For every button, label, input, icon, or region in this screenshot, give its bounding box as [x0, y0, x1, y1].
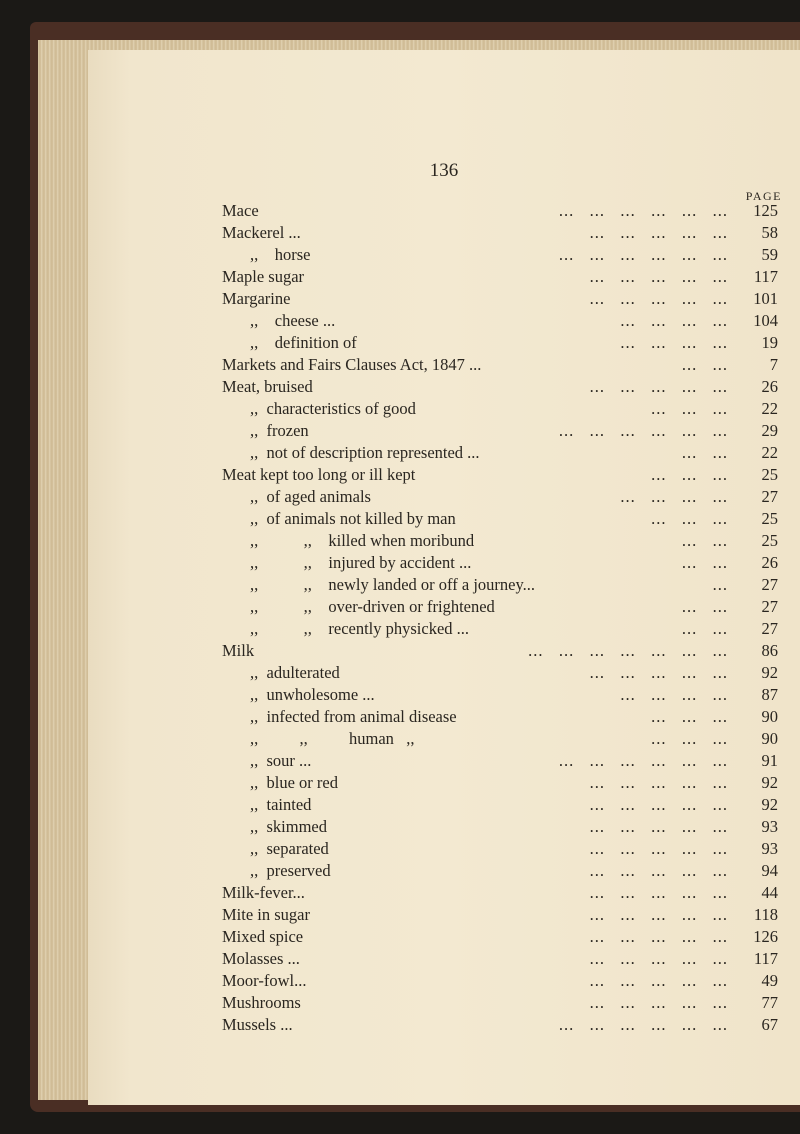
entry-page-number: 94 [761, 861, 778, 880]
entry-label: Mackerel ... [222, 223, 301, 242]
entry-label: ,, ,, recently physicked ... [250, 619, 470, 638]
entry-leader-dots: ... ... ... ... ... [589, 289, 728, 308]
entry-leader-dots: ... ... ... ... ... [589, 817, 728, 836]
entry-page-number: 87 [761, 685, 778, 704]
entry-leader-dots: ... ... ... ... ... [589, 993, 728, 1012]
entry-page-number: 22 [761, 443, 778, 462]
entry-leader-dots: ... ... ... [651, 399, 728, 418]
entry-label: ,, frozen [250, 421, 309, 440]
entry-label: ,, preserved [250, 861, 331, 880]
entry-leader-dots: ... ... [681, 443, 728, 462]
entry-page-number: 27 [761, 619, 778, 638]
index-entry [222, 794, 778, 816]
index-entry [222, 662, 778, 684]
page-column-label: PAGE [745, 189, 782, 203]
entry-page-number: 25 [761, 465, 778, 484]
index-entry [222, 860, 778, 882]
entry-page-number: 117 [753, 267, 778, 286]
index-entry [222, 266, 778, 288]
entry-label: ,, infected from animal disease [250, 707, 457, 726]
index-entry [222, 552, 778, 574]
index-entry [222, 948, 778, 970]
entry-leader-dots: ... ... ... [651, 465, 728, 484]
index-entry [222, 376, 778, 398]
entry-label: ,, tainted [250, 795, 312, 814]
entry-page-number: 25 [761, 509, 778, 528]
entry-label: Molasses ... [222, 949, 300, 968]
entry-leader-dots: ... ... [681, 531, 728, 550]
index-entry [222, 838, 778, 860]
entry-leader-dots: ... ... ... ... ... ... [558, 201, 728, 220]
entry-label: ,, of animals not killed by man [250, 509, 456, 528]
entry-label: Margarine [222, 289, 291, 308]
index-entry [222, 684, 778, 706]
entry-label: ,, cheese ... [250, 311, 336, 330]
entry-leader-dots: ... ... [681, 553, 728, 572]
entry-label: ,, sour ... [250, 751, 312, 770]
entry-leader-dots: ... ... ... ... ... ... [558, 245, 728, 264]
index-entry [222, 1014, 778, 1036]
entry-page-number: 92 [761, 773, 778, 792]
entry-leader-dots: ... ... ... ... ... ... [558, 1015, 728, 1034]
entry-leader-dots: ... ... ... ... ... [589, 949, 728, 968]
entry-leader-dots: ... ... ... ... ... ... ... [528, 641, 728, 660]
entry-label: ,, ,, newly landed or off a journey... [250, 575, 536, 594]
entry-page-number: 92 [761, 795, 778, 814]
index-entry [222, 904, 778, 926]
entry-leader-dots: ... ... ... ... ... [589, 861, 728, 880]
page-number: 136 [429, 160, 459, 181]
entry-page-number: 22 [761, 399, 778, 418]
index-entry [222, 728, 778, 750]
index-entry [222, 772, 778, 794]
entry-page-number: 44 [761, 883, 778, 902]
entry-page-number: 91 [761, 751, 778, 770]
index-entries [222, 200, 778, 1036]
index-entry [222, 310, 778, 332]
entry-leader-dots: ... ... ... ... [620, 487, 728, 506]
index-entry [222, 706, 778, 728]
entry-page-number: 27 [761, 487, 778, 506]
entry-leader-dots: ... ... ... [651, 707, 728, 726]
entry-leader-dots: ... ... ... ... ... [589, 267, 728, 286]
entry-leader-dots: ... ... ... ... ... [589, 905, 728, 924]
index-entry [222, 596, 778, 618]
index-entry [222, 816, 778, 838]
entry-page-number: 90 [761, 729, 778, 748]
index-entry [222, 486, 778, 508]
entry-page-number: 27 [761, 597, 778, 616]
entry-label: Maple sugar [222, 267, 305, 286]
index-entry [222, 464, 778, 486]
index-entry [222, 926, 778, 948]
index-entry [222, 200, 778, 222]
entry-label: Milk [222, 641, 255, 660]
entry-leader-dots: ... ... ... ... ... ... [558, 751, 728, 770]
entry-leader-dots: ... ... ... [651, 509, 728, 528]
entry-page-number: 58 [761, 223, 778, 242]
entry-page-number: 27 [761, 575, 778, 594]
entry-page-number: 77 [761, 993, 778, 1012]
index-entry [222, 288, 778, 310]
index-entry [222, 244, 778, 266]
entry-leader-dots: ... ... ... ... ... [589, 223, 728, 242]
index-entry [222, 222, 778, 244]
entry-page-number: 19 [761, 333, 778, 352]
index-entry [222, 970, 778, 992]
index-entry [222, 618, 778, 640]
entry-page-number: 67 [761, 1015, 778, 1034]
entry-leader-dots: ... ... [681, 355, 728, 374]
index-entry [222, 750, 778, 772]
entry-leader-dots: ... ... ... ... ... [589, 773, 728, 792]
entry-page-number: 118 [753, 905, 778, 924]
entry-page-number: 25 [761, 531, 778, 550]
entry-leader-dots: ... ... ... ... [620, 333, 728, 352]
entry-page-number: 125 [753, 201, 778, 220]
entry-page-number: 49 [761, 971, 778, 990]
entry-label: ,, adulterated [250, 663, 340, 682]
entry-label: Moor-fowl... [222, 971, 307, 990]
entry-leader-dots: ... ... ... ... [620, 311, 728, 330]
entry-label: ,, ,, human ,, [250, 729, 415, 748]
entry-page-number: 90 [761, 707, 778, 726]
entry-label: ,, not of description represented ... [250, 443, 480, 462]
entry-leader-dots: ... ... ... ... ... [589, 839, 728, 858]
entry-label: ,, definition of [250, 333, 357, 352]
entry-label: ,, blue or red [250, 773, 338, 792]
entry-leader-dots: ... ... ... ... ... [589, 795, 728, 814]
entry-label: ,, horse [250, 245, 311, 264]
entry-leader-dots: ... ... ... ... ... [589, 971, 728, 990]
entry-label: ,, skimmed [250, 817, 327, 836]
index-entry [222, 992, 778, 1014]
entry-leader-dots: ... ... ... [651, 729, 728, 748]
entry-page-number: 86 [761, 641, 778, 660]
index-entry [222, 332, 778, 354]
entry-page-number: 93 [761, 817, 778, 836]
index-entry [222, 640, 778, 662]
entry-leader-dots: ... ... ... ... ... ... [558, 421, 728, 440]
entry-label: ,, of aged animals [250, 487, 371, 506]
entry-label: ,, unwholesome ... [250, 685, 375, 704]
entry-leader-dots: ... ... ... ... ... [589, 927, 728, 946]
entry-label: ,, ,, injured by accident ... [250, 553, 472, 572]
entry-leader-dots: ... ... [681, 597, 728, 616]
entry-page-number: 59 [761, 245, 778, 264]
entry-page-number: 101 [753, 289, 778, 308]
entry-leader-dots: ... ... ... ... ... [589, 883, 728, 902]
index-page [88, 50, 800, 1105]
entry-page-number: 117 [753, 949, 778, 968]
entry-label: Milk-fever... [222, 883, 305, 902]
index-entry [222, 420, 778, 442]
entry-label: Meat, bruised [222, 377, 313, 396]
entry-label: Mussels ... [222, 1015, 293, 1034]
index-entry [222, 574, 778, 596]
entry-page-number: 92 [761, 663, 778, 682]
entry-leader-dots: ... ... ... ... ... [589, 377, 728, 396]
entry-label: ,, ,, killed when moribund [250, 531, 475, 550]
entry-page-number: 29 [761, 421, 778, 440]
entry-label: Mixed spice [222, 927, 304, 946]
entry-leader-dots: ... ... ... ... [620, 685, 728, 704]
index-entry [222, 882, 778, 904]
index-entry [222, 354, 778, 376]
entry-page-number: 26 [761, 553, 778, 572]
entry-label: ,, characteristics of good [250, 399, 416, 418]
entry-label: ,, separated [250, 839, 329, 858]
entry-page-number: 104 [753, 311, 778, 330]
entry-page-number: 93 [761, 839, 778, 858]
entry-label: Mace [222, 201, 259, 220]
entry-page-number: 26 [761, 377, 778, 396]
entry-leader-dots: ... [712, 575, 728, 594]
index-entry [222, 442, 778, 464]
entry-page-number: 7 [769, 355, 778, 374]
entry-label: Mushrooms [222, 993, 301, 1012]
index-entry [222, 530, 778, 552]
index-entry [222, 398, 778, 420]
entry-label: ,, ,, over-driven or frightened [250, 597, 495, 616]
entry-leader-dots: ... ... ... ... ... [589, 663, 728, 682]
entry-label: Markets and Fairs Clauses Act, 1847 ... [222, 355, 482, 374]
entry-label: Meat kept too long or ill kept [222, 465, 416, 484]
entry-leader-dots: ... ... [681, 619, 728, 638]
entry-label: Mite in sugar [222, 905, 310, 924]
index-entry [222, 508, 778, 530]
entry-page-number: 126 [753, 927, 778, 946]
